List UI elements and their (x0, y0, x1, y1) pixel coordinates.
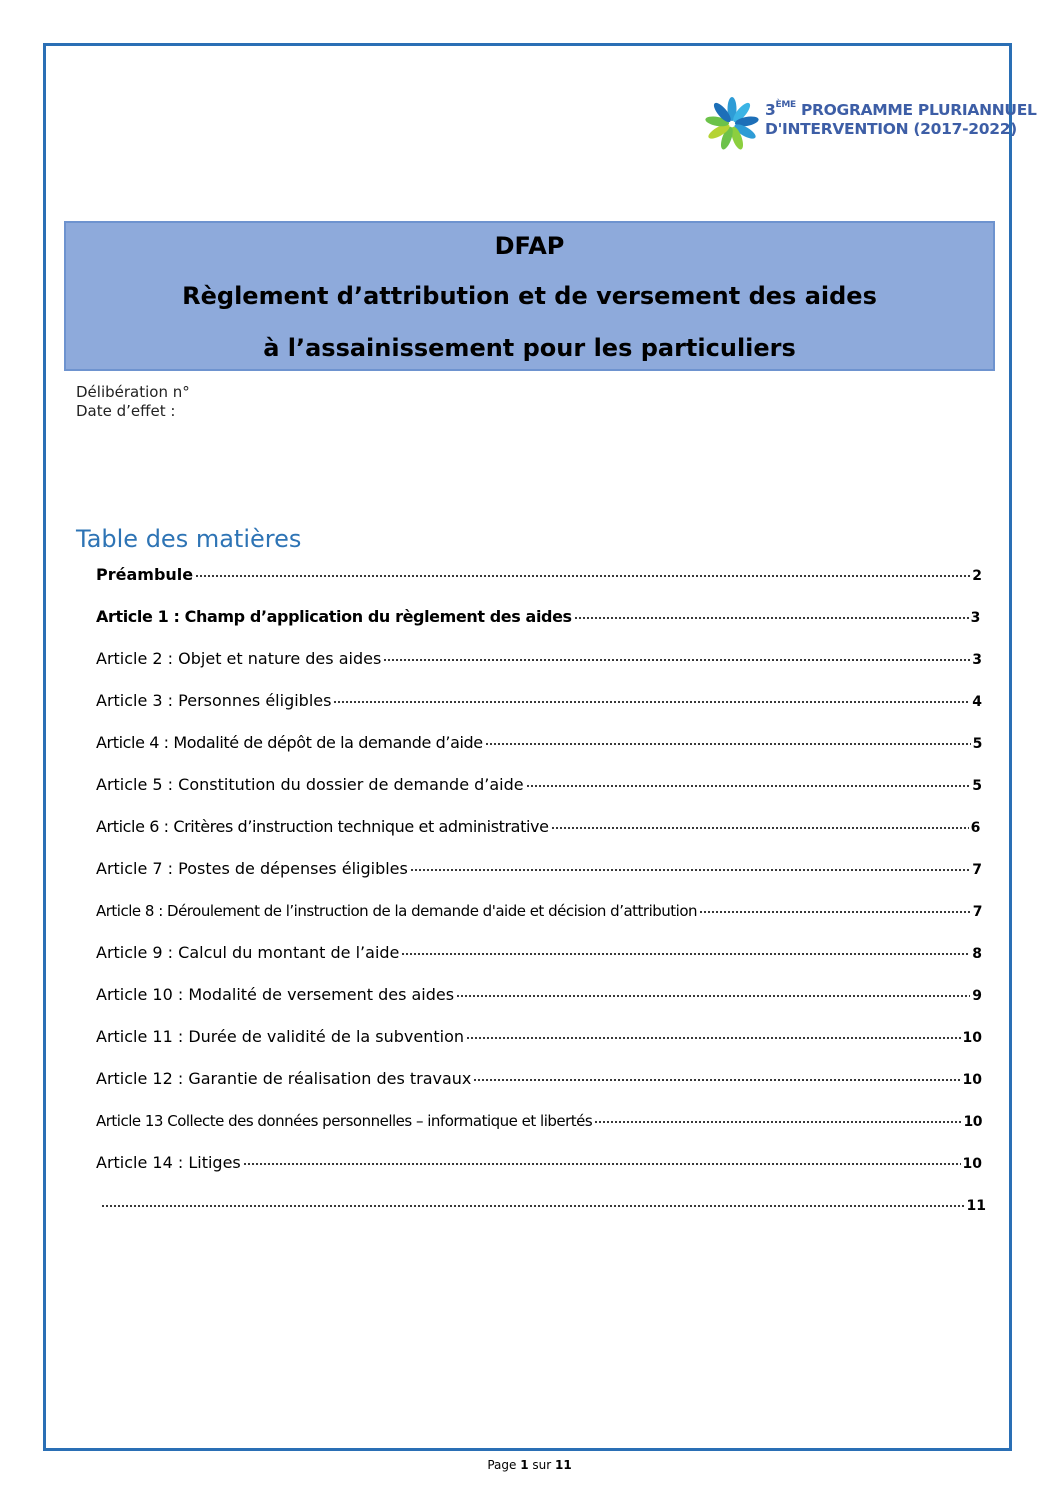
effective-date: Date d’effet : (76, 402, 176, 420)
toc-entry[interactable]: Article 6 : Critères d’instruction technique et administrative 6 (96, 817, 980, 836)
deliberation-number: Délibération n° (76, 383, 190, 401)
toc-entry[interactable]: 11 (99, 1190, 986, 1214)
toc-entry[interactable]: Article 3 : Personnes éligibles 4 (96, 691, 982, 710)
document-title-line-2: à l’assainissement pour les particuliers (263, 334, 796, 362)
document-code: DFAP (494, 232, 565, 260)
toc-entry[interactable]: Article 8 : Déroulement de l’instruction de la demande d'aide et décision d’attribution 7 (96, 902, 982, 920)
flower-logo-icon (703, 95, 761, 153)
toc-entry[interactable]: Article 9 : Calcul du montant de l’aide 8 (96, 943, 982, 962)
current-page: 1 (520, 1458, 529, 1472)
toc-entry[interactable]: Article 2 : Objet et nature des aides 3 (96, 649, 982, 668)
document-title-line-1: Règlement d’attribution et de versement des aides (182, 282, 877, 310)
page-footer: Page 1 sur 11 (487, 1458, 572, 1472)
toc-entry[interactable]: Article 10 : Modalité de versement des aides 9 (96, 985, 982, 1004)
toc-entry[interactable]: Article 7 : Postes de dépenses éligibles 7 (96, 859, 982, 878)
toc-entry[interactable]: Article 11 : Durée de validité de la subvention 10 (96, 1027, 982, 1046)
toc-entry[interactable]: Article 4 : Modalité de dépôt de la demande d’aide 5 (96, 733, 982, 752)
toc-entry[interactable]: Article 5 : Constitution du dossier de demande d’aide 5 (96, 775, 982, 794)
logo-line-1: 3ÈME PROGRAMME PLURIANNUEL (765, 100, 1037, 119)
total-pages: 11 (554, 1458, 572, 1472)
toc-entry[interactable]: Article 14 : Litiges 10 (96, 1153, 982, 1172)
toc-entry[interactable]: Préambule 2 (96, 565, 982, 584)
toc-entry[interactable]: Article 12 : Garantie de réalisation des travaux 10 (96, 1069, 982, 1088)
title-banner (64, 221, 995, 371)
program-logo (703, 95, 1037, 155)
toc-heading: Table des matières (76, 524, 302, 553)
toc-entry[interactable]: Article 1 : Champ d’application du règlement des aides 3 (96, 607, 980, 626)
logo-line-2: D'INTERVENTION (2017-2022) (765, 120, 1017, 138)
toc-entry[interactable]: Article 13 Collecte des données personnelles – informatique et libertés 10 (96, 1112, 982, 1130)
